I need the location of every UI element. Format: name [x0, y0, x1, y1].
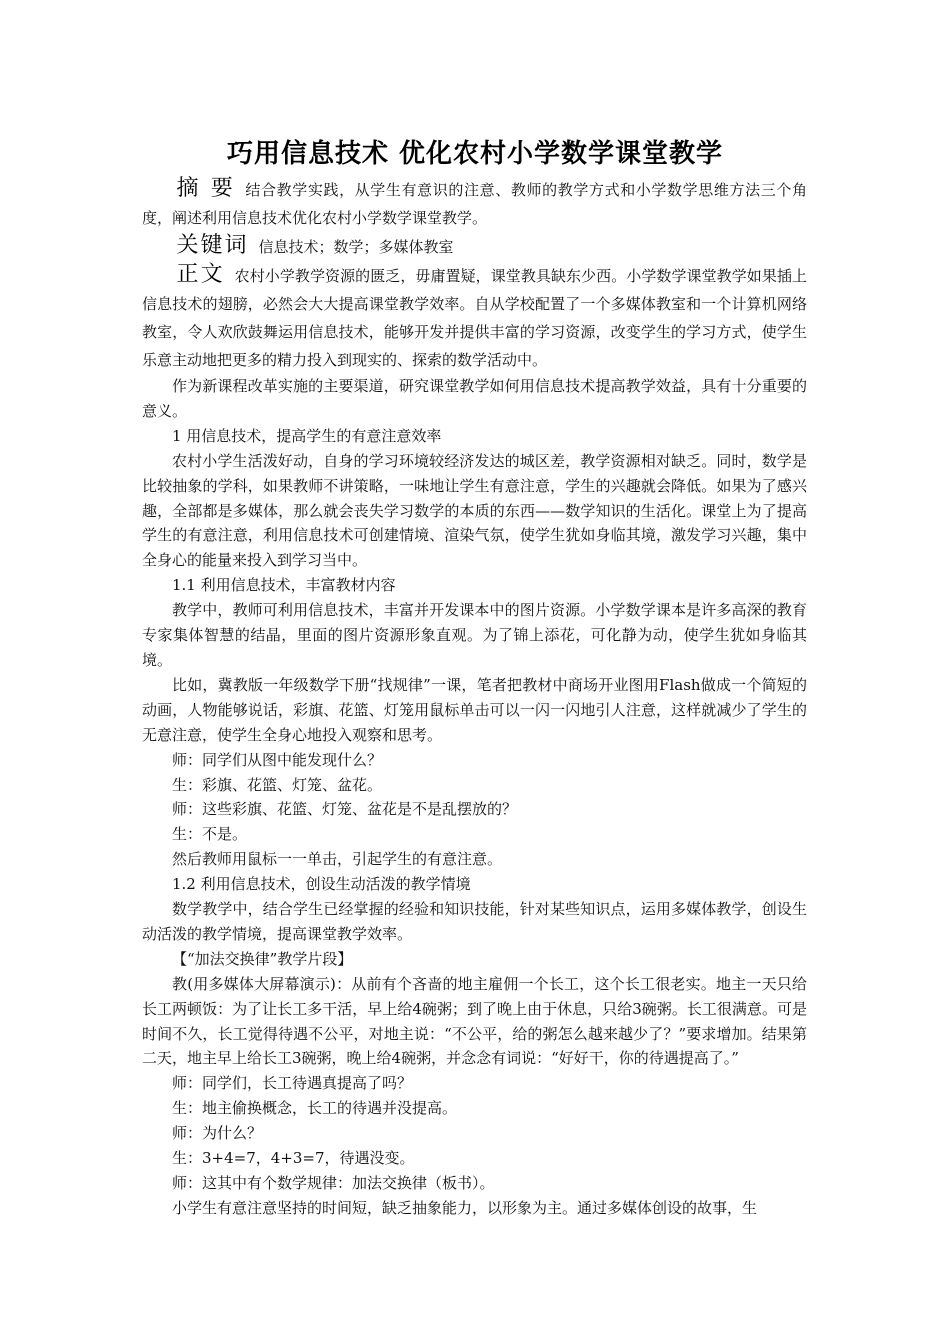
keywords-paragraph	[142, 232, 807, 261]
paragraph: 教学中，教师可利用信息技术，丰富并开发课本中的图片资源。小学数学课本是许多高深的教育专家集体智慧的结晶，里面的图片资源形象直观。为了锦上添花，可化静为动，使学生犹如身临其境。	[142, 601, 807, 669]
section-heading-1-1: 1.1 利用信息技术，丰富教材内容	[172, 576, 396, 595]
dialogue-line: 师：这些彩旗、花篮、灯笼、盆花是不是乱摆放的？	[172, 800, 518, 819]
abstract-paragraph	[142, 175, 807, 232]
section-heading-1-2: 1.2 利用信息技术，创设生动活泼的教学情境	[172, 875, 471, 894]
paragraph: 小学生有意注意坚持的时间短，缺乏抽象能力，以形象为主。通过多媒体创设的故事，生	[172, 1198, 758, 1217]
paragraph: 然后教师用鼠标一一单击，引起学生的有意注意。	[172, 850, 503, 869]
dialogue-line: 生：地主偷换概念，长工的待遇并没提高。	[172, 1099, 458, 1118]
section-heading-1: 1 用信息技术，提高学生的有意注意效率	[172, 426, 442, 445]
dialogue-line: 生：3+4=7，4+3=7，待遇没变。	[172, 1149, 415, 1168]
abstract-label: 摘 要	[176, 176, 236, 201]
excerpt-heading: 【“加法交换律”教学片段】	[172, 949, 353, 968]
dialogue-line: 师：这其中有个数学规律：加法交换律（板书）。	[172, 1174, 495, 1192]
paragraph: 比如，冀教版一年级数学下册“找规律”一课，笔者把教材中商场开业图用Flash做成一个简短的动画，人物能够说话，彩旗、花篮、灯笼用鼠标单击可以一闪一闪地引人注意，这样就减少了学生的无意注意，使学生全身心地投入观察和思考。	[142, 675, 807, 744]
document-title: 巧用信息技术 优化农村小学数学课堂教学	[226, 139, 724, 169]
paragraph: 数学教学中，结合学生已经掌握的经验和知识技能，针对某些知识点，运用多媒体教学，创设生动活泼的教学情境，提高课堂教学效率。	[142, 900, 807, 943]
dialogue-line: 师：同学们，长工待遇真提高了吗？	[172, 1074, 413, 1093]
keywords-text: 信息技术；数学；多媒体教室	[258, 238, 454, 256]
dialogue-line: 师：为什么？	[172, 1124, 263, 1143]
document-body	[142, 175, 807, 1221]
abstract-text: 结合教学实践，从学生有意识的注意、教师的教学方式和小学数学思维方法三个角度，阐述利用信息技术优化农村小学数学课堂教学。	[142, 181, 807, 227]
main-text-label: 正文	[176, 262, 225, 287]
paragraph: 教(用多媒体大屏幕演示)：从前有个吝啬的地主雇佣一个长工，这个长工很老实。地主一天只给长工两顿饭：为了让长工多干活，早上给4碗粥；到了晚上由于休息，只给3碗粥。长工很满意。可是时间不久，长工觉得待遇不公平，对地主说：“不公平，给的粥怎么越来越少了？”要求增加。结果第二天，地主早上给长工3碗粥，晚上给4碗粥，并念念有词说：“好好干，你的待遇提高了。”	[142, 974, 807, 1068]
main-text-body: 农村小学教学资源的匮乏，毋庸置疑，课堂教具缺东少西。小学数学课堂教学如果插上信息技术的翅膀，必然会大大提高课堂教学效率。自从学校配置了一个多媒体教室和一个计算机网络教室，令人欢欣鼓舞运用信息技术，能够开发并提供丰富的学习资源，改变学生的学习方式，使学生乐意主动地把更多的精力投入到现实的、探索的数学活动中。	[142, 267, 807, 369]
dialogue-line: 生：不是。	[172, 825, 248, 844]
keywords-label: 关键词	[176, 233, 249, 258]
paragraph: 作为新课程改革实施的主要渠道，研究课堂教学如何用信息技术提高教学效益，具有十分重要的意义。	[142, 377, 807, 420]
dialogue-line: 师：同学们从图中能发现什么？	[172, 750, 383, 769]
main-text-paragraph	[142, 261, 807, 374]
paragraph: 农村小学生活泼好动，自身的学习环境较经济发达的城区差，教学资源相对缺乏。同时，数学是比较抽象的学科，如果教师不讲策略，一味地让学生有意注意，学生的兴趣就会降低。如果为了感兴趣，全部都是多媒体，那么就会丧失学习数学的本质的东西——数学知识的生活化。课堂上为了提高学生的有意注意，利用信息技术可创建情境、渲染气氛，使学生犹如身临其境，激发学习兴趣，集中全身心的能量来投入到学习当中。	[142, 451, 807, 570]
dialogue-line: 生：彩旗、花篮、灯笼、盆花。	[172, 775, 383, 794]
